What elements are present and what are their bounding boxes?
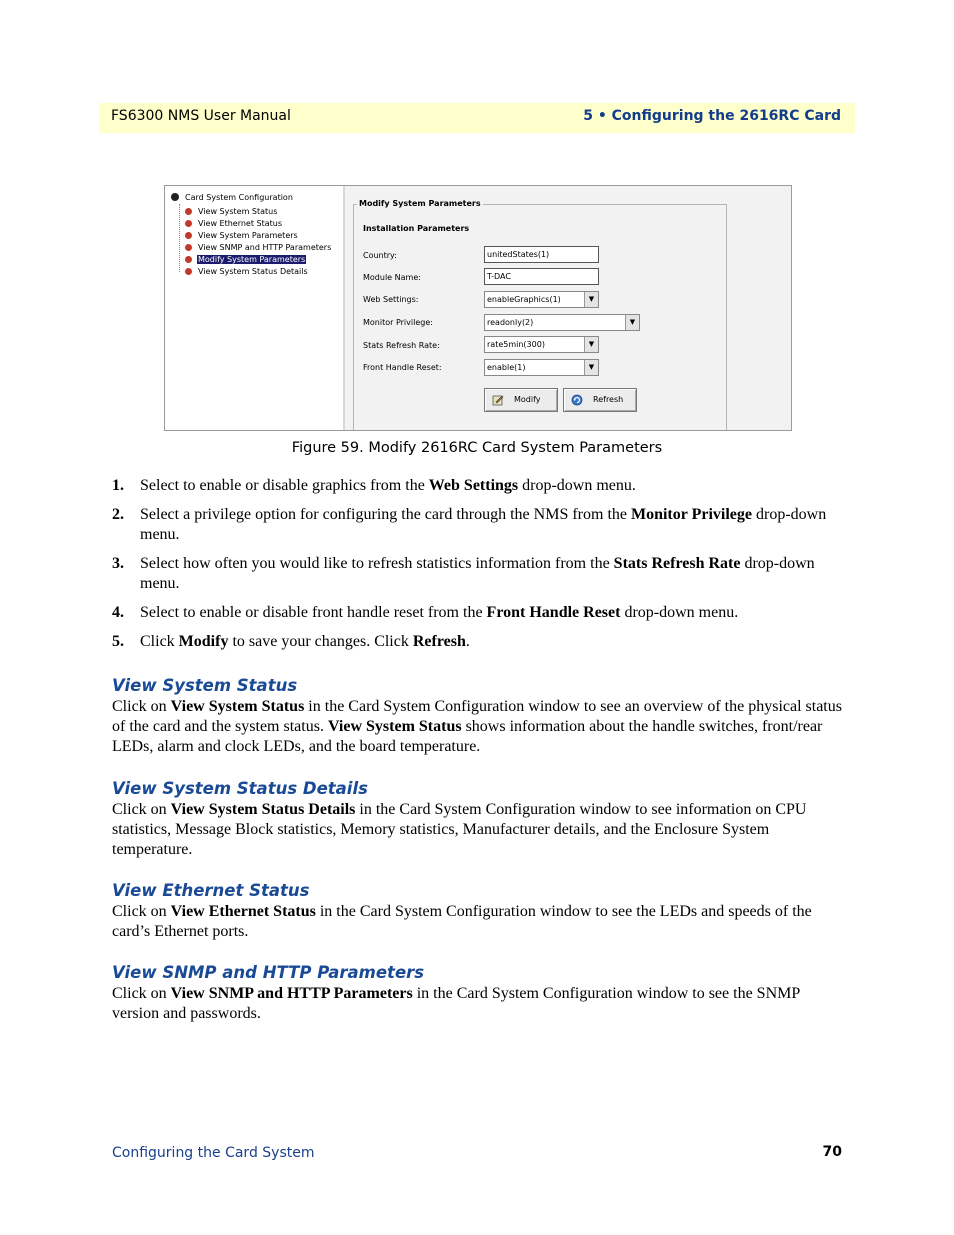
- front-handle-label: Front Handle Reset:: [363, 363, 442, 372]
- chevron-down-icon[interactable]: ▼: [625, 315, 639, 330]
- step-item: [112, 603, 842, 623]
- tree-item-label: View Ethernet Status: [198, 219, 283, 228]
- section-view-system-status-details: [112, 779, 844, 860]
- web-settings-value: enableGraphics(1): [487, 295, 561, 304]
- section-body: [112, 902, 844, 942]
- tree-item-view-system-status[interactable]: [185, 206, 278, 217]
- step-text: .: [465, 633, 470, 650]
- body-bold: View System Status: [170, 698, 305, 715]
- steps-list: [112, 476, 842, 661]
- step-text: Select a privilege option for configuring the card through the NMS from the: [140, 506, 631, 523]
- group-title: Modify System Parameters: [359, 199, 481, 208]
- module-name-value: T-DAC: [487, 272, 511, 281]
- modify-button[interactable]: [484, 388, 558, 412]
- step-text: drop-down menu.: [620, 604, 739, 621]
- step-text: to save your changes. Click: [228, 633, 413, 650]
- step-number: 1.: [112, 477, 124, 494]
- tree-item-modify-system-parameters[interactable]: [185, 254, 306, 265]
- body-text: in the Card System Configuration window to see an overview of the physical status of the card and the system status.: [112, 698, 842, 735]
- country-value: unitedStates(1): [487, 250, 550, 259]
- body-text: Click on: [112, 903, 171, 920]
- config-tree: [165, 186, 344, 430]
- section-body: [112, 697, 844, 757]
- tree-root-icon: [171, 193, 179, 201]
- step-number: 5.: [112, 633, 124, 650]
- tree-item-view-ethernet-status[interactable]: [185, 218, 283, 229]
- step-item: [112, 554, 842, 594]
- figure-screenshot: [164, 185, 792, 431]
- step-bold: Front Handle Reset: [486, 604, 621, 621]
- section-view-system-status: [112, 676, 844, 757]
- step-item: [112, 632, 842, 652]
- section-view-ethernet-status: [112, 881, 844, 942]
- stats-refresh-value: rate5min(300): [487, 340, 545, 349]
- web-settings-dropdown[interactable]: [484, 291, 599, 308]
- stats-refresh-dropdown[interactable]: [484, 336, 599, 353]
- section-body: [112, 800, 844, 860]
- leaf-icon: [185, 268, 192, 275]
- body-text: in the Card System Configuration window to see the LEDs and speeds of the card’s Ethernet ports.: [112, 903, 812, 940]
- front-handle-dropdown[interactable]: [484, 359, 599, 376]
- section-heading: View System Status: [112, 676, 298, 695]
- step-item: [112, 476, 842, 496]
- chevron-down-icon[interactable]: ▼: [584, 360, 598, 375]
- tree-item-label: View System Status: [198, 207, 278, 216]
- refresh-label: Refresh: [593, 395, 624, 404]
- tree-item-view-system-parameters[interactable]: [185, 230, 299, 241]
- body-text: in the Card System Configuration window to see information on CPU statistics, Message Block statistics, Memory statistics, Manufacturer details, and the Enclosure System temperature.: [112, 801, 807, 858]
- tree-item-view-snmp-http[interactable]: [185, 242, 332, 253]
- modify-label: Modify: [514, 395, 541, 404]
- body-text: Click on: [112, 985, 171, 1002]
- body-text: Click on: [112, 698, 171, 715]
- chevron-down-icon[interactable]: ▼: [584, 337, 598, 352]
- tree-item-label: View SNMP and HTTP Parameters: [198, 243, 332, 252]
- footer-section-title: Configuring the Card System: [112, 1145, 315, 1161]
- page-number: 70: [822, 1144, 842, 1160]
- body-bold: View SNMP and HTTP Parameters: [170, 985, 413, 1002]
- leaf-icon: [185, 256, 192, 263]
- step-number: 4.: [112, 604, 124, 621]
- step-text: drop-down menu.: [140, 506, 827, 543]
- body-text: Click on: [112, 801, 171, 818]
- step-bold: Monitor Privilege: [630, 506, 752, 523]
- front-handle-value: enable(1): [487, 363, 526, 372]
- tree-root[interactable]: [171, 193, 293, 202]
- body-text: shows information about the handle switches, front/rear LEDs, alarm and clock LEDs, and the board temperature.: [112, 718, 823, 755]
- chevron-down-icon[interactable]: ▼: [584, 292, 598, 307]
- country-label: Country:: [363, 251, 397, 260]
- installation-params-title: Installation Parameters: [363, 224, 470, 233]
- body-text: in the Card System Configuration window to see the SNMP version and passwords.: [112, 985, 800, 1022]
- tree-item-label: View System Parameters: [198, 231, 298, 240]
- refresh-icon: [571, 394, 583, 406]
- body-bold: View System Status: [327, 718, 462, 735]
- figure-caption: Figure 59. Modify 2616RC Card System Parameters: [291, 440, 663, 456]
- step-bold: Refresh: [412, 633, 466, 650]
- step-number: 2.: [112, 506, 124, 523]
- refresh-button[interactable]: [563, 388, 637, 412]
- step-text: Select to enable or disable graphics from the: [140, 477, 429, 494]
- section-heading: View SNMP and HTTP Parameters: [112, 963, 425, 982]
- monitor-privilege-value: readonly(2): [487, 318, 534, 327]
- leaf-icon: [185, 232, 192, 239]
- running-header: [99, 103, 855, 133]
- step-bold: Web Settings: [428, 477, 519, 494]
- body-bold: View Ethernet Status: [170, 903, 316, 920]
- section-heading: View System Status Details: [112, 779, 368, 798]
- tree-item-label: Modify System Parameters: [198, 255, 306, 264]
- section-heading: View Ethernet Status: [112, 881, 310, 900]
- leaf-icon: [185, 220, 192, 227]
- leaf-icon: [185, 244, 192, 251]
- monitor-privilege-label: Monitor Privilege:: [363, 318, 433, 327]
- manual-title: FS6300 NMS User Manual: [111, 108, 291, 124]
- step-text: Click: [140, 633, 179, 650]
- step-text: Select to enable or disable front handle reset from the: [140, 604, 487, 621]
- step-bold: Modify: [178, 633, 229, 650]
- monitor-privilege-dropdown[interactable]: [484, 314, 640, 331]
- chapter-title: 5 • Configuring the 2616RC Card: [583, 108, 841, 124]
- tree-item-view-status-details[interactable]: [185, 266, 309, 277]
- step-bold: Stats Refresh Rate: [613, 555, 741, 572]
- stats-refresh-label: Stats Refresh Rate:: [363, 341, 440, 350]
- step-item: [112, 505, 842, 545]
- module-name-field[interactable]: [484, 268, 599, 285]
- tree-connector: [179, 204, 180, 272]
- leaf-icon: [185, 208, 192, 215]
- body-bold: View System Status Details: [170, 801, 356, 818]
- tree-root-label: Card System Configuration: [185, 193, 293, 202]
- country-field[interactable]: [484, 246, 599, 263]
- web-settings-label: Web Settings:: [363, 295, 419, 304]
- step-text: drop-down menu.: [518, 477, 636, 494]
- step-text: Select how often you would like to refresh statistics information from the: [140, 555, 614, 572]
- pencil-icon: [492, 394, 504, 406]
- tree-item-label: View System Status Details: [198, 267, 308, 276]
- module-name-label: Module Name:: [363, 273, 421, 282]
- section-view-snmp-http: [112, 963, 844, 1024]
- step-number: 3.: [112, 555, 124, 572]
- step-text: drop-down menu.: [140, 555, 815, 592]
- split-divider[interactable]: [343, 186, 345, 430]
- section-body: [112, 984, 844, 1024]
